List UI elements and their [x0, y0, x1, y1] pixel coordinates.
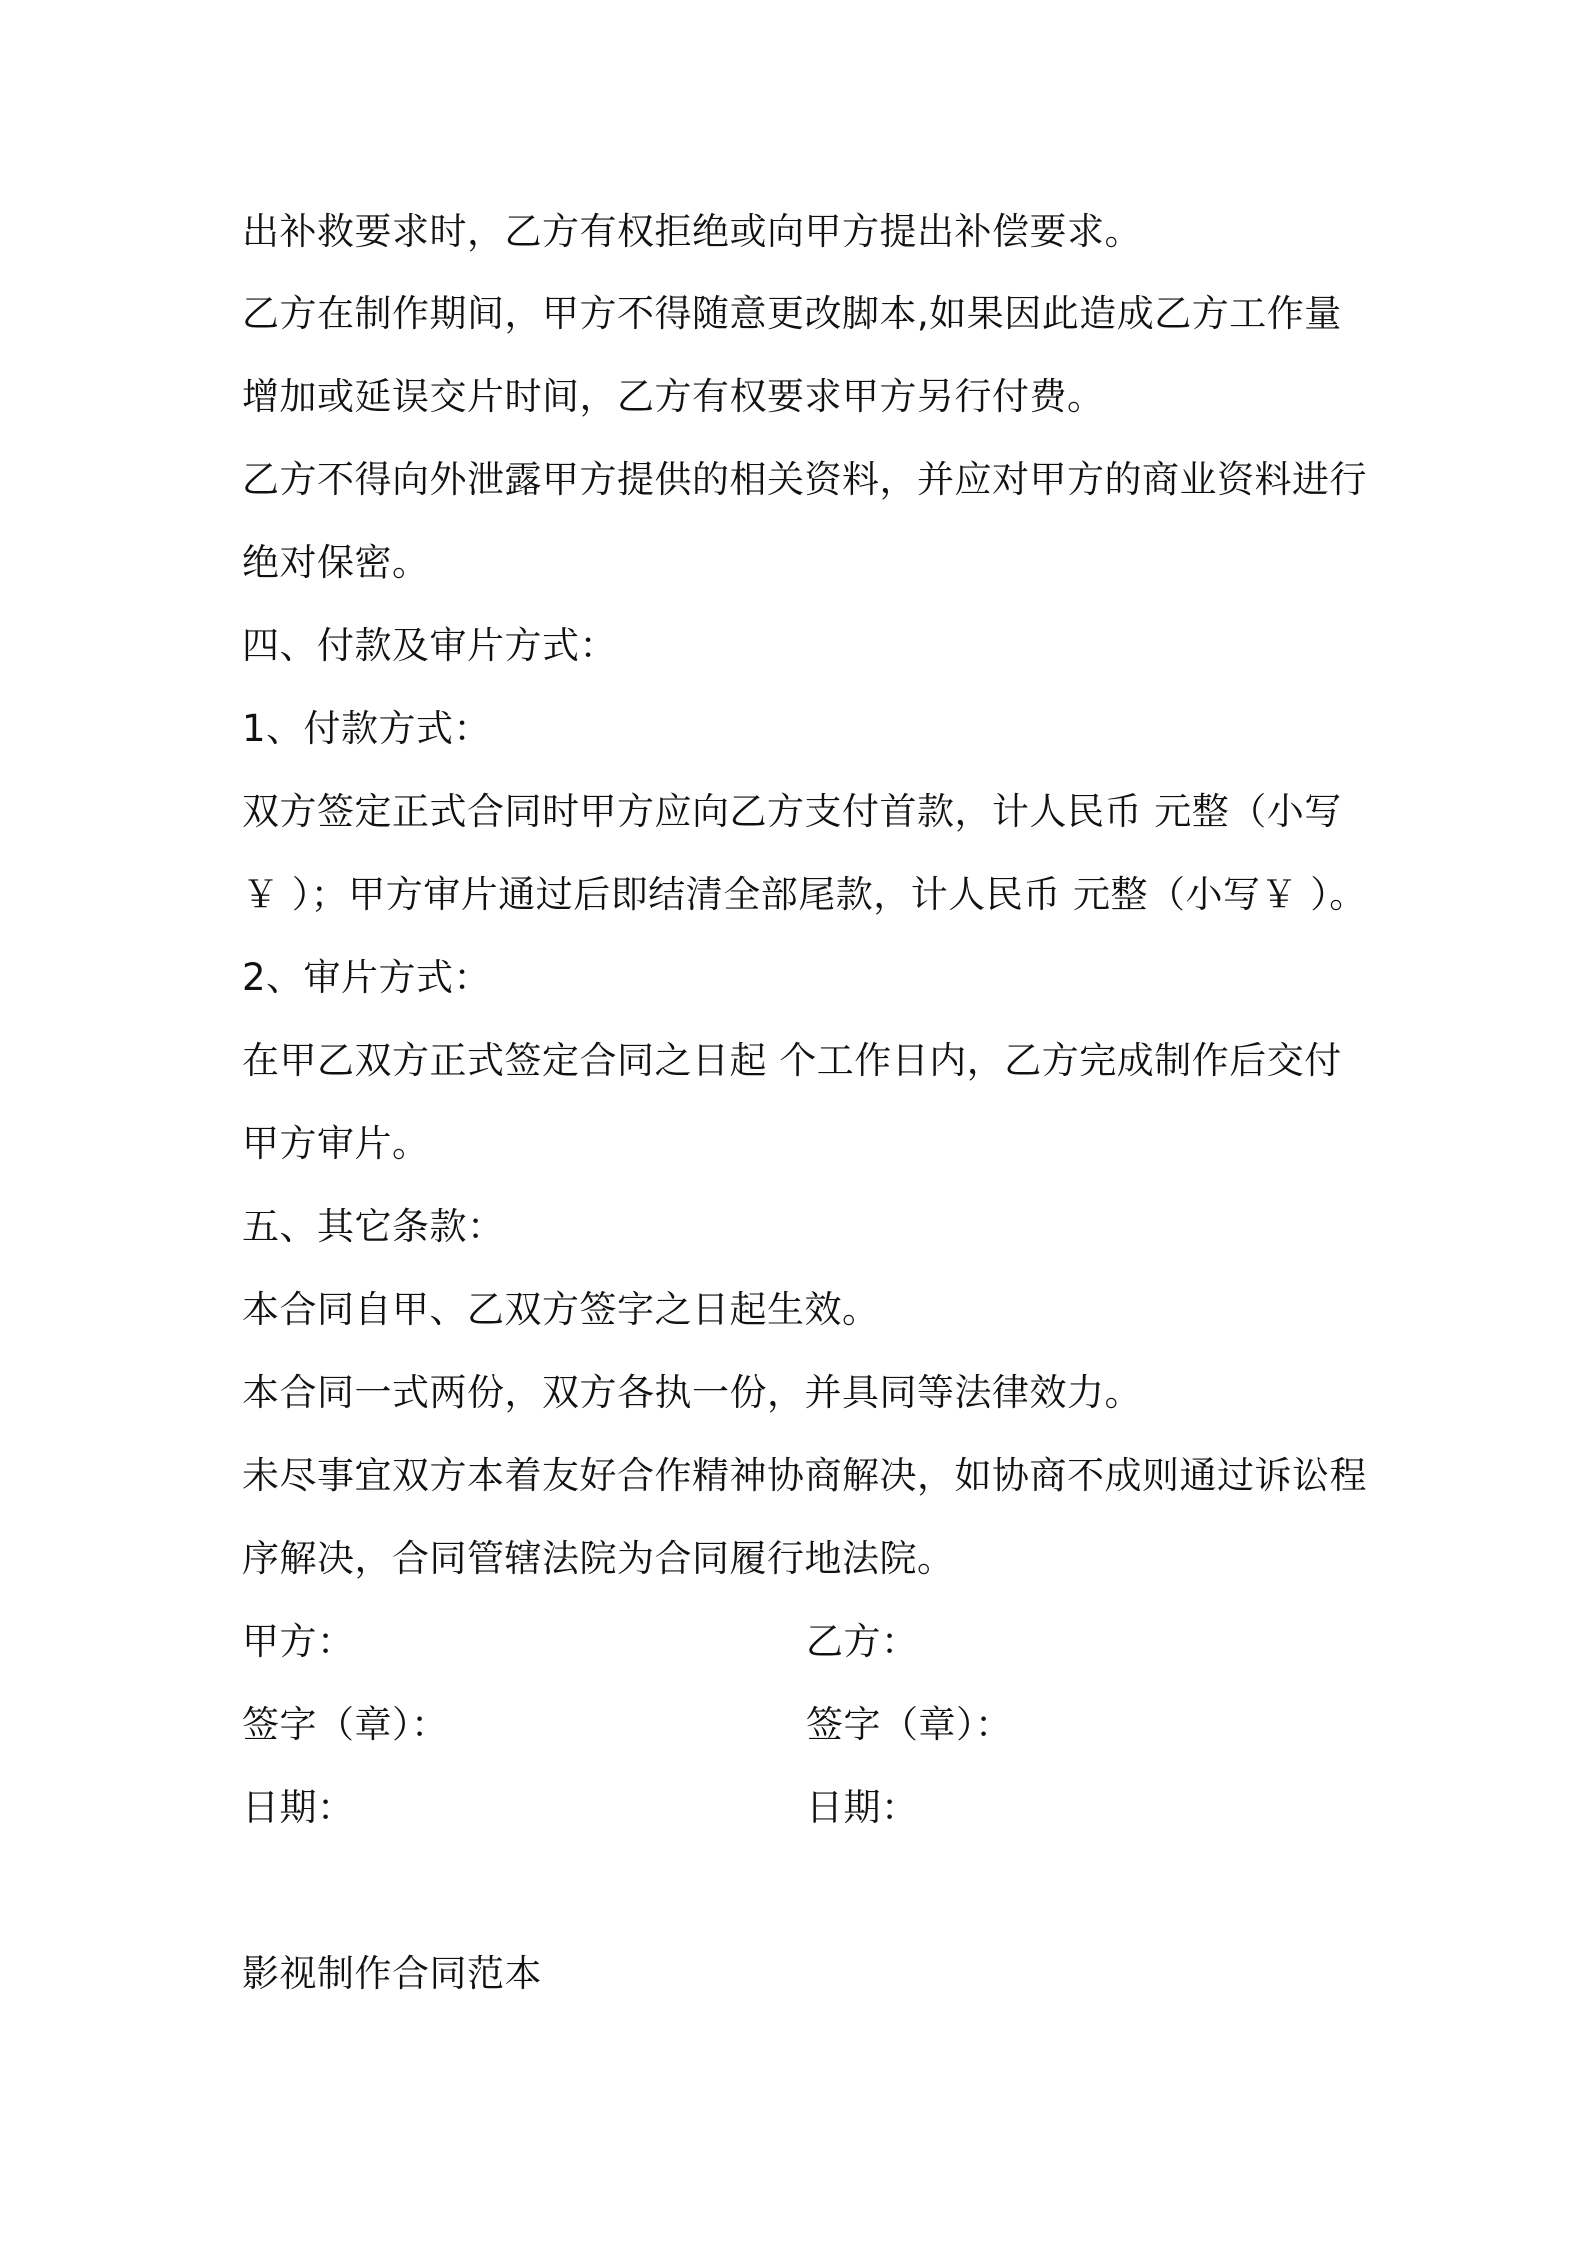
paragraph-line: 增加或延误交片时间，乙方有权要求甲方另行付费。 — [242, 375, 1105, 418]
section-heading: 四、付款及审片方式： — [242, 624, 617, 667]
paragraph-line: 本合同自甲、乙双方签字之日起生效。 — [242, 1288, 880, 1331]
party-a-label: 甲方： — [242, 1620, 355, 1663]
paragraph-line: 双方签定正式合同时甲方应向乙方支付首款，计人民币 元整（小写 — [242, 790, 1342, 833]
subsection-heading: 2、审片方式： — [242, 956, 492, 999]
paragraph-line: 未尽事宜双方本着友好合作精神协商解决，如协商不成则通过诉讼程 — [242, 1454, 1367, 1497]
subsection-heading: 1、付款方式： — [242, 707, 492, 750]
party-b-signature-label: 签字（章）： — [806, 1703, 1013, 1746]
paragraph-line: ￥ ）；甲方审片通过后即结清全部尾款，计人民币 元整（小写￥ ）。 — [242, 873, 1367, 916]
paragraph-line: 乙方在制作期间，甲方不得随意更改脚本,如果因此造成乙方工作量 — [242, 292, 1342, 335]
party-b-date-label: 日期： — [806, 1786, 919, 1829]
paragraph-line: 本合同一式两份，双方各执一份，并具同等法律效力。 — [242, 1371, 1142, 1414]
party-a-signature-label: 签字（章）： — [242, 1703, 449, 1746]
paragraph-line: 在甲乙双方正式签定合同之日起 个工作日内，乙方完成制作后交付 — [242, 1039, 1342, 1082]
paragraph-line: 序解决，合同管辖法院为合同履行地法院。 — [242, 1537, 955, 1580]
party-a-date-label: 日期： — [242, 1786, 355, 1829]
party-b-label: 乙方： — [806, 1620, 919, 1663]
paragraph-line: 乙方不得向外泄露甲方提供的相关资料，并应对甲方的商业资料进行 — [242, 458, 1367, 501]
paragraph-line: 出补救要求时，乙方有权拒绝或向甲方提出补偿要求。 — [242, 210, 1142, 253]
paragraph-line: 绝对保密。 — [242, 541, 430, 584]
section-heading: 五、其它条款： — [242, 1205, 505, 1248]
paragraph-line: 甲方审片。 — [242, 1122, 430, 1165]
footer-title: 影视制作合同范本 — [242, 1952, 542, 1995]
